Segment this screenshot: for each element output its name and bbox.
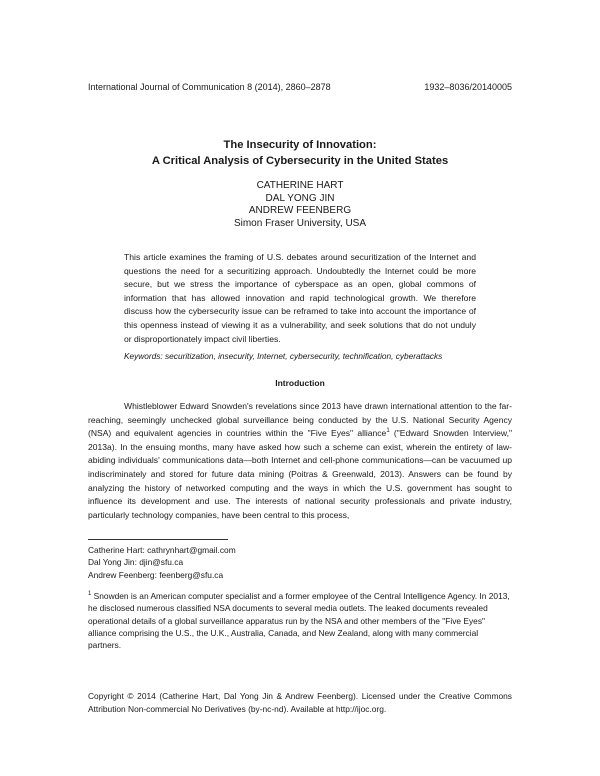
- footnote-divider: [88, 539, 228, 540]
- author-block: [88, 180, 512, 230]
- title-line-1: The Insecurity of Innovation:: [223, 139, 377, 151]
- author-name: CATHERINE HART: [256, 180, 344, 191]
- author-name: ANDREW FEENBERG: [248, 205, 352, 216]
- introduction-paragraph: [88, 400, 512, 522]
- contact-email: Dal Yong Jin: djin@sfu.ca: [88, 557, 184, 568]
- author-affiliation: Simon Fraser University, USA: [233, 217, 367, 229]
- copyright-notice: Copyright © 2014 (Catherine Hart, Dal Yong Jin & Andrew Feenberg). Licensed under the Creative Commons Attribution Non-commercial No Derivatives (by-nc-nd). Available at http://ijoc.org.: [88, 691, 512, 714]
- footnote-text: Snowden is an American computer specialist and a former employee of the Central Intelligence Agency. In 2013, he disclosed numerous classified NSA documents to several media outlets. The leaked documents revealed operational details of a global surveillance apparatus run by the NSA and other members of the "Five Eyes" alliance comprising the U.S., the U.K., Australia, Canada, and New Zealand, along with many commercial partners.: [88, 591, 510, 651]
- author-name: DAL YONG JIN: [265, 192, 335, 204]
- issn: 1932–8036/20140005: [424, 82, 512, 92]
- paper-title: [88, 137, 512, 169]
- author-contacts: [88, 544, 236, 581]
- title-line-2: A Critical Analysis of Cybersecurity in the United States: [151, 155, 449, 167]
- footnote-mark: 1: [88, 591, 92, 598]
- contact-email: Andrew Feenberg: feenberg@sfu.ca: [88, 569, 224, 580]
- introduction-text-part-1: Whistleblower Edward Snowden's revelations since 2013 have drawn international attention to the far-reaching, seemingly unchecked global surveillance being conducted by the U.S. National Security Agency (NSA) and equivalent agencies in countries within the "Five Eyes" alliance: [88, 401, 512, 439]
- footnote-reference[interactable]: 1: [386, 428, 390, 435]
- section-heading-introduction: Introduction: [275, 378, 325, 388]
- contact-email: Catherine Hart: cathrynhart@gmail.com: [88, 545, 236, 555]
- journal-citation: International Journal of Communication 8 (2014), 2860–2878: [88, 82, 331, 92]
- keywords: Keywords: securitization, insecurity, Internet, cybersecurity, technification, cyberattacks: [124, 351, 443, 361]
- abstract: This article examines the framing of U.S. debates around securitization of the Internet and questions the need for a securitizing approach. Undoubtedly the Internet could be more secure, but we stress the importance of cyberspace as an open, global commons of information that has allowed innovation and rapid technological growth. We therefore discuss how the cybersecurity issue can be reframed to take into account the importance of this openness instead of viewing it as a vulnerability, and seek solutions that do not unduly or disproportionately impact civil liberties.: [124, 252, 476, 344]
- running-header: [88, 82, 512, 92]
- footnote: [88, 590, 512, 651]
- introduction-text-part-2: ("Edward Snowden Interview," 2013a). In the ensuing months, many have asked how such a scheme can exist, wherein the entirety of law-abiding individuals' communications data—both Internet and cell-phone communications—can be vacuumed up indiscriminately and stored for future data mining (Poitras & Greenwald, 2013). Answers can be found by analyzing the history of networked computing and the ways in which the U.S. government has sought to influence its development and use. The interests of national security professionals and private industry, particularly technology companies, have been central to this process,: [88, 428, 512, 520]
